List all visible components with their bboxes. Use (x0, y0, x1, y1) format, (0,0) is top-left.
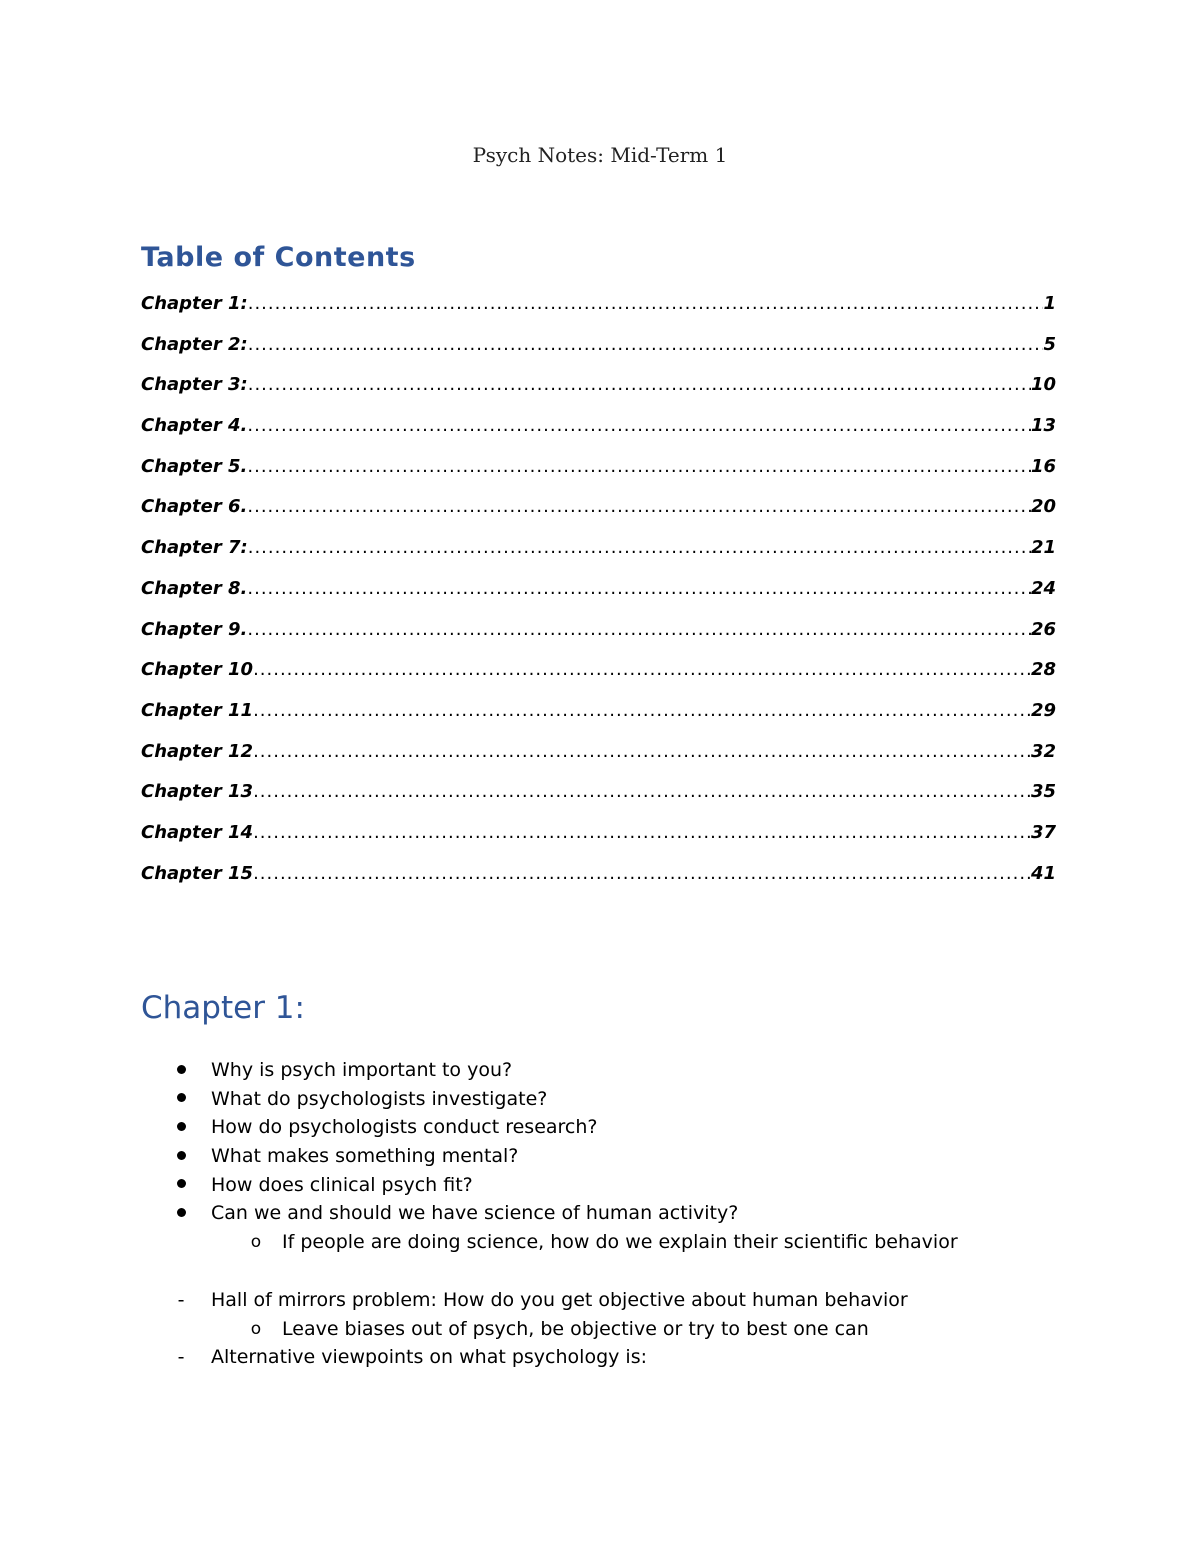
dash-list-item-text: Hall of mirrors problem: How do you get objective about human behavior (211, 1288, 908, 1311)
toc-entry[interactable] (141, 619, 1056, 660)
list-item-text: Can we and should we have science of human activity? (211, 1202, 739, 1225)
list-item (141, 1056, 1101, 1085)
toc-entry-page: 21 (1030, 537, 1056, 559)
bullet-icon (171, 1056, 191, 1085)
toc-entry-label: Chapter 5. (141, 455, 248, 477)
toc-entry-page: 28 (1030, 659, 1056, 681)
toc-entry-label: Chapter 10 (141, 659, 254, 681)
toc-dot-leader (253, 822, 1031, 843)
toc-entry[interactable] (141, 781, 1056, 822)
sub-bullet-icon: o (250, 1232, 262, 1253)
toc-entry[interactable] (141, 578, 1056, 619)
toc-dot-leader (247, 415, 1031, 436)
toc-dot-leader (247, 496, 1031, 517)
dash-list-item (141, 1343, 1101, 1372)
bullet-icon (171, 1142, 191, 1171)
chapter-1-content (141, 1056, 1101, 1372)
sub-list-item (141, 1315, 1101, 1344)
toc-dot-leader (248, 374, 1031, 395)
toc-entry-page: 20 (1030, 496, 1056, 518)
toc-entry[interactable] (141, 334, 1056, 375)
toc-dot-leader (253, 781, 1031, 802)
list-item-text: How do psychologists conduct research? (211, 1116, 598, 1139)
toc-entry[interactable] (141, 496, 1056, 537)
toc-entry-page: 1 (1043, 293, 1056, 314)
sub-list-item-text: If people are doing science, how do we explain their scientific behavior (282, 1231, 958, 1254)
toc-entry-page: 32 (1030, 740, 1056, 762)
toc-dot-leader (247, 456, 1031, 477)
toc-entry[interactable] (141, 415, 1056, 456)
toc-dot-leader (247, 578, 1031, 599)
list-item (141, 1113, 1101, 1142)
paragraph-spacer (141, 1257, 1101, 1286)
toc-entry[interactable] (141, 863, 1056, 904)
toc-entry-page: 13 (1030, 415, 1056, 437)
toc-entry-label: Chapter 8. (141, 577, 248, 599)
toc-entry-label: Chapter 7: (141, 537, 248, 559)
toc-entry[interactable] (141, 537, 1056, 578)
dash-list-item (141, 1286, 1101, 1315)
toc-entry-page: 16 (1030, 455, 1056, 477)
toc-entry-label: Chapter 6. (141, 496, 248, 518)
dash-list-item-text: Alternative viewpoints on what psychology is: (211, 1346, 647, 1369)
bullet-icon (171, 1085, 191, 1114)
bullet-icon (171, 1113, 191, 1142)
list-item (141, 1199, 1101, 1228)
toc-entry-page: 24 (1030, 577, 1056, 599)
toc-entry-page: 29 (1030, 699, 1056, 721)
sub-list-item (141, 1228, 1101, 1257)
list-item (141, 1085, 1101, 1114)
toc-entry[interactable] (141, 741, 1056, 782)
toc-entry-label: Chapter 3: (141, 374, 248, 396)
list-item-text: How does clinical psych fit? (211, 1173, 473, 1196)
toc-entry-page: 10 (1030, 374, 1056, 396)
toc-entry-page: 37 (1030, 821, 1056, 843)
toc-dot-leader (248, 293, 1044, 314)
toc-entry-label: Chapter 4. (141, 415, 248, 437)
toc-dot-leader (253, 659, 1031, 680)
toc-dot-leader (248, 334, 1044, 355)
list-item-text: What makes something mental? (211, 1145, 519, 1168)
toc-entry[interactable] (141, 374, 1056, 415)
dash-icon: - (177, 1346, 185, 1369)
toc-entry-page: 5 (1043, 333, 1056, 355)
toc-entry-page: 26 (1030, 618, 1056, 640)
toc-dot-leader (248, 537, 1031, 558)
toc-entry-label: Chapter 13 (141, 781, 254, 803)
bullet-icon (171, 1199, 191, 1228)
toc-entry[interactable] (141, 822, 1056, 863)
toc-entry-label: Chapter 12 (141, 740, 254, 762)
toc-entry-label: Chapter 1: (141, 293, 248, 314)
list-item (141, 1142, 1101, 1171)
list-item-text: What do psychologists investigate? (211, 1087, 548, 1110)
sub-bullet-icon: o (250, 1318, 262, 1339)
toc-dot-leader (247, 619, 1031, 640)
toc-entry[interactable] (141, 659, 1056, 700)
toc-entry[interactable] (141, 293, 1056, 334)
toc-entry-label: Chapter 15 (141, 862, 254, 884)
toc-entry[interactable] (141, 456, 1056, 497)
dash-icon: - (177, 1288, 185, 1311)
document-title: Psych Notes: Mid-Term 1 (472, 143, 728, 167)
toc-entry-label: Chapter 11 (141, 699, 254, 721)
toc-entry[interactable] (141, 700, 1056, 741)
toc-dot-leader (253, 700, 1031, 721)
toc-heading: Table of Contents (141, 242, 416, 273)
toc-entry-page: 41 (1030, 862, 1056, 884)
toc-entry-label: Chapter 9. (141, 618, 248, 640)
sub-list-item-text: Leave biases out of psych, be objective or try to best one can (282, 1317, 869, 1340)
toc-entry-label: Chapter 2: (141, 333, 248, 355)
toc-entry-page: 35 (1030, 781, 1056, 803)
chapter-1-heading: Chapter 1: (141, 990, 305, 1026)
toc-dot-leader (253, 863, 1031, 884)
toc-dot-leader (253, 741, 1031, 762)
bullet-icon (171, 1171, 191, 1200)
list-item (141, 1171, 1101, 1200)
toc-entry-label: Chapter 14 (141, 821, 254, 843)
list-item-text: Why is psych important to you? (211, 1059, 513, 1081)
toc-list (141, 293, 1056, 903)
